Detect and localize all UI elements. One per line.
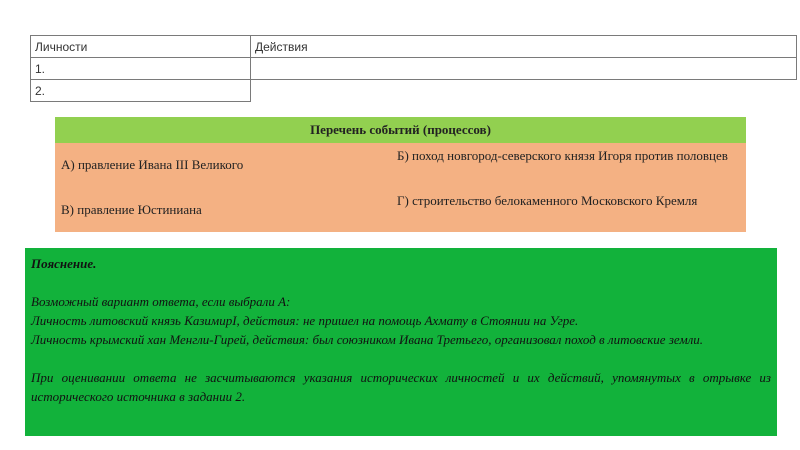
explanation-box bbox=[25, 248, 777, 436]
events-row bbox=[55, 143, 746, 187]
explanation-line: Личность литовский князь КазимирI, действия: не пришел на помощь Ахмату в Стоянии на Угре. bbox=[31, 313, 579, 328]
column-header-persons: Личности bbox=[31, 36, 251, 58]
table-row bbox=[31, 80, 797, 102]
row-2-empty bbox=[251, 80, 797, 102]
explanation-note: При оценивании ответа не засчитываются указания исторических личностей и их действий, упомянутых в отрывке из исторического источника в задании 2. bbox=[31, 370, 771, 404]
spacer bbox=[31, 349, 771, 368]
row-number-1: 1. bbox=[31, 58, 251, 80]
answer-table bbox=[30, 35, 797, 102]
events-table bbox=[55, 117, 746, 232]
spacer bbox=[31, 273, 771, 292]
table-row bbox=[31, 58, 797, 80]
explanation-line: Личность крымский хан Менгли-Гирей, действия: был союзником Ивана Третьего, организовал поход в литовские земли. bbox=[31, 332, 704, 347]
events-row bbox=[55, 187, 746, 232]
column-header-actions: Действия bbox=[251, 36, 797, 58]
row-1-actions-cell bbox=[251, 58, 797, 80]
event-g: Г) строительство белокаменного Московского Кремля bbox=[397, 193, 698, 208]
row-number-2: 2. bbox=[31, 80, 251, 102]
events-table-title: Перечень событий (процессов) bbox=[55, 117, 746, 143]
event-a: А) правление Ивана III Великого bbox=[61, 157, 244, 172]
event-b: Б) поход новгород-северского князя Игоря против половцев bbox=[397, 148, 728, 163]
explanation-title: Пояснение. bbox=[31, 256, 97, 271]
explanation-line: Возможный вариант ответа, если выбрали А: bbox=[31, 294, 291, 309]
answer-table-header bbox=[31, 36, 797, 58]
event-v: В) правление Юстиниана bbox=[61, 202, 202, 217]
